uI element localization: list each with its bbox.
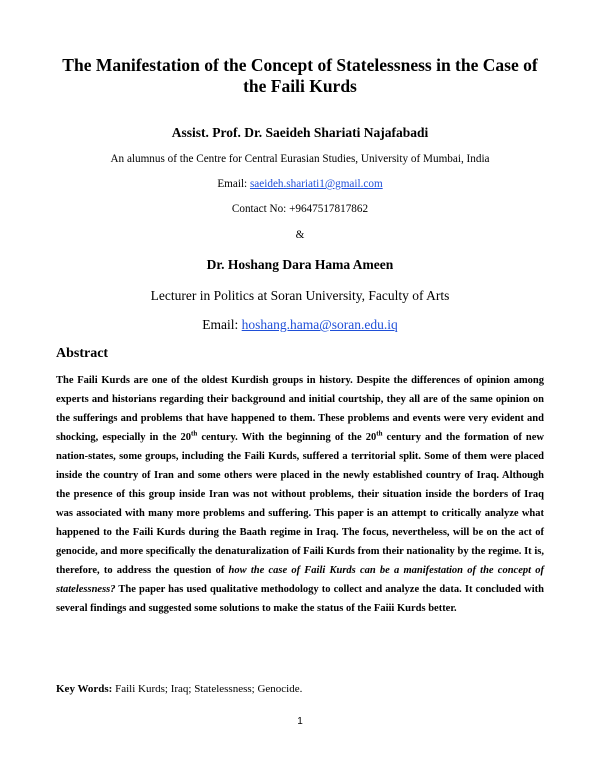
- keywords-label: Key Words:: [56, 683, 113, 695]
- author2-email-label: Email:: [202, 317, 242, 332]
- page-number: 1: [297, 716, 303, 727]
- author-separator: &: [295, 229, 305, 241]
- abstract-text-3: century and the formation of new nation-states, some groups, including the Faili Kurds, suffered a territorial split. Some of them were placed inside the country of Iran and some others were placed in the newly established country of Iraq. Although the presence of this group inside Iran was not without problems, their situation inside the borders of Iraq was associated with many more problems and suffering. This paper is an attempt to critically analyze what happened to the Faili Kurds during the Baath regime in Iraq. The focus, nevertheless, will be on the act of genocide, and more specifically the denaturalization of Faili Kurds from their nationality by the regime. It is, therefore, to address the question of: [56, 432, 544, 576]
- paper-title: The Manifestation of the Concept of Statelessness in the Case of the Faili Kurds: [62, 55, 538, 96]
- author1-email-line: [0, 178, 600, 190]
- keywords-text: Faili Kurds; Iraq; Statelessness; Genocide.: [112, 683, 303, 695]
- abstract-sup-1: th: [191, 429, 198, 438]
- author2-affiliation: Lecturer in Politics at Soran University, Faculty of Arts: [150, 288, 450, 303]
- author1-affiliation: An alumnus of the Centre for Central Eurasian Studies, University of Mumbai, India: [110, 153, 490, 165]
- author2-name: Dr. Hoshang Dara Hama Ameen: [206, 257, 394, 272]
- abstract-text-1: The Faili Kurds are one of the oldest Kurdish groups in history. Despite the differences of opinion among experts and historians regarding their background and initial courtship, they all are of the same opinion on the sufferings and problems that have happened to them. These problems and events were very evident and shocking, especially in the 20: [56, 375, 544, 443]
- author2-email-link[interactable]: hoshang.hama@soran.edu.iq: [241, 317, 398, 332]
- author1-contact: Contact No: +9647517817862: [231, 203, 369, 215]
- abstract-research-question: how the case of Faili Kurds can be a manifestation of the concept of statelessness?: [56, 565, 544, 595]
- author1-email-label: Email:: [217, 178, 250, 190]
- author2-email-line: [0, 317, 600, 333]
- abstract-text-2: century. With the beginning of the 20: [197, 432, 377, 443]
- abstract-body: [56, 371, 544, 618]
- keywords-line: [56, 683, 302, 695]
- author1-email-link[interactable]: saeideh.shariati1@gmail.com: [249, 178, 383, 190]
- author1-name: Assist. Prof. Dr. Saeideh Shariati Najafabadi: [171, 125, 429, 140]
- abstract-heading: Abstract: [56, 346, 109, 361]
- abstract-text-4: The paper has used qualitative methodology to collect and analyze the data. It concluded with several findings and suggested some solutions to make the status of the Faiii Kurds better.: [56, 584, 544, 614]
- abstract-sup-2: th: [376, 429, 383, 438]
